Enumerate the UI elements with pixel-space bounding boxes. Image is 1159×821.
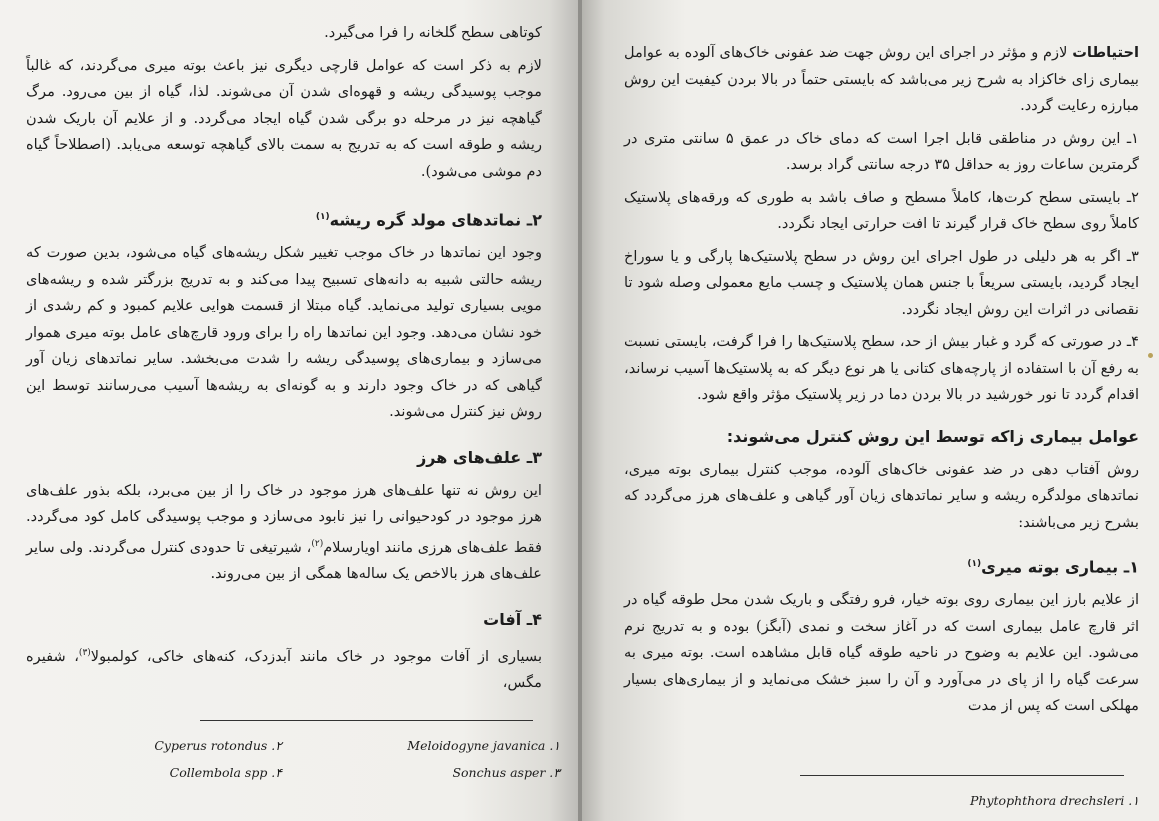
text: ، شفیره مگس، xyxy=(26,647,542,692)
list-item: ۳ـ اگر به هر دلیلی در طول اجرای این روش در سطح پلاستیک‌ها پارگی و یا سوراخ ایجاد گردید، بایستی سریعاً با جنس همان پلاستیک و چسب مایع معمولی وصله شود تا نقصانی در اثرات این روش ایجاد نگردد. xyxy=(624,247,1139,318)
footnote-ref: (۲) xyxy=(311,538,324,549)
left-page xyxy=(0,0,578,821)
text: ، شیرتیغی تا حدودی کنترل می‌گردند. ولی سایر علف‌های هرز بالاخص یک ساله‌ها همگی از بین می‌روند. xyxy=(26,538,542,583)
paragraph: وجود این نماتدها در خاک موجب تغییر شکل ریشه‌های گیاه می‌شود، بدین صورت که ریشه حالتی شبیه به دانه‌های تسبیح پیدا می‌کند و به تدریج بزرگتر شده و ریشه‌های مویی بسیاری تولید می‌نماید. گیاه مبتلا از قسمت هوایی علایم کمبود و کم رشدی از خود نشان می‌دهد. وجود این نماتدها راه را برای ورود قارچ‌های عامل بوته میری هموار می‌سازد و بیماری‌های پوسیدگی ریشه را شدت می‌بخشد. سایر نماتدهای زیان آور گیاهی که در خاک وجود دارند و به گونه‌ای به ریشه‌ها آسیب می‌رسانند توسط این روش نیز کنترل می‌شوند. xyxy=(26,244,542,421)
footnotes xyxy=(582,0,1159,821)
right-page xyxy=(582,0,1159,821)
heading-text: ۱ـ بیماری بوته میری xyxy=(981,557,1139,577)
footnote-4: Collembola spp .۴ xyxy=(169,765,282,780)
footnote-ref: (۱) xyxy=(315,212,330,222)
footnote-ref: (۳) xyxy=(78,647,91,658)
list-item: ۱ـ این روش در مناطقی قابل اجرا است که دمای خاک در عمق ۵ سانتی متری در گرمترین ساعات روز به حداقل ۳۵ درجه سانتی گراد برسد. xyxy=(624,129,1139,173)
footnote-2: Cyperus rotondus .۲ xyxy=(154,738,282,753)
precautions-label: احتیاطات xyxy=(1072,44,1139,61)
list-item: ۲ـ بایستی سطح کرت‌ها، کاملاً مسطح و صاف باشد به طوری که ورقه‌های پلاستیک کاملاً روی سطح خاک قرار گیرند تا افت حرارتی ایجاد نگردد. xyxy=(624,188,1139,232)
paragraph: روش آفتاب دهی در ضد عفونی خاک‌های آلوده، موجب کنترل بیماری بوته میری، نماتدهای مولدگره ریشه و سایر نماتدهای زیان آور گیاهی و علف‌های هرز می‌گردد که بشرح زیر می‌باشند: xyxy=(624,460,1139,531)
footnotes xyxy=(0,0,578,821)
section-heading-weeds: ۳ـ علف‌های هرز xyxy=(417,447,542,467)
paragraph: کوتاهی سطح گلخانه را فرا می‌گیرد. xyxy=(324,24,542,41)
paragraph: لازم به ذکر است که عوامل قارچی دیگری نیز باعث بوته میری می‌گردند، که غالباً موجب پوسیدگی ریشه و قهوه‌ای شدن آن می‌شوند. لذا، گیاه از بین می‌رود. مرگ گیاهچه نیز در مرحله دو برگی شدن گیاه ایجاد می‌گردد. و از علایم آن باریک شدن ریشه و طوقه است که به تدریج به سمت بالای گیاهچه توسعه می‌یابد. (اصطلاحاً گیاه دم موشی می‌شود). xyxy=(26,56,542,180)
list-item: ۴ـ در صورتی که گرد و غبار بیش از حد، سطح پلاستیک‌ها را فرا گرفت، بایستی نسبت به رفع آن با استفاده از پارچه‌های کتانی یا هر نوع دیگر که به پلاستیک‌ها آسیب نرساند، اقدام گردد تا نور خورشید در بالا بردن دما در زیر پلاستیک مؤثر واقع شود. xyxy=(624,333,1139,403)
footnote-ref: (۱) xyxy=(967,559,982,569)
text: لازم و مؤثر در اجرای این روش جهت ضد عفونی خاک‌های آلوده به عوامل بیماری زای خاکزاد به شرح زیر می‌باشد که بایستی حتماً در بالا بردن کیفیت این روش مبارزه رعایت گردد. xyxy=(624,44,1139,114)
heading-text: ۲ـ نماتدهای مولد گره ریشه xyxy=(329,210,542,230)
text: بسیاری از آفات موجود در خاک مانند آبدزدک، کنه‌های خاکی، کولمبولا xyxy=(90,647,542,665)
section-heading-controlled-pathogens: عوامل بیماری زاکه توسط این روش کنترل می‌شوند: xyxy=(726,426,1139,446)
text: این روش نه تنها علف‌های هرز موجود در خاک را از بین می‌برد، بلکه بذور علف‌های هرز موجود در کودحیوانی را نیز نابود می‌سازد و موجب پوسیدگی کامل کود می‌گردد. فقط علف‌های هرزی مانند اویارسلام xyxy=(26,481,542,556)
footnote-1: Phytophthora drechsleri .۱ xyxy=(970,793,1139,808)
footnote-3: Sonchus asper .۳ xyxy=(452,765,560,780)
footnote-1: Meloidogyne javanica .۱ xyxy=(407,738,560,753)
section-heading-pests: ۴ـ آفات xyxy=(483,609,542,629)
paragraph: از علایم بارز این بیماری روی بوته خیار، فرو رفتگی و باریک شدن محل طوقه گیاه در اثر قارچ عامل بیماری است که در آغاز سخت و نمدی (آبگز) بوده و به تدریج نرم می‌شود. این علایم به وضوح در ناحیه طوقه گیاه قابل مشاهده است. بوته میری به سرعت گیاه را از پای در می‌آورد و آن را سبز خشک می‌نماید و از بیماری‌های بسیار مهلکی است که پس از مدت xyxy=(624,591,1139,715)
